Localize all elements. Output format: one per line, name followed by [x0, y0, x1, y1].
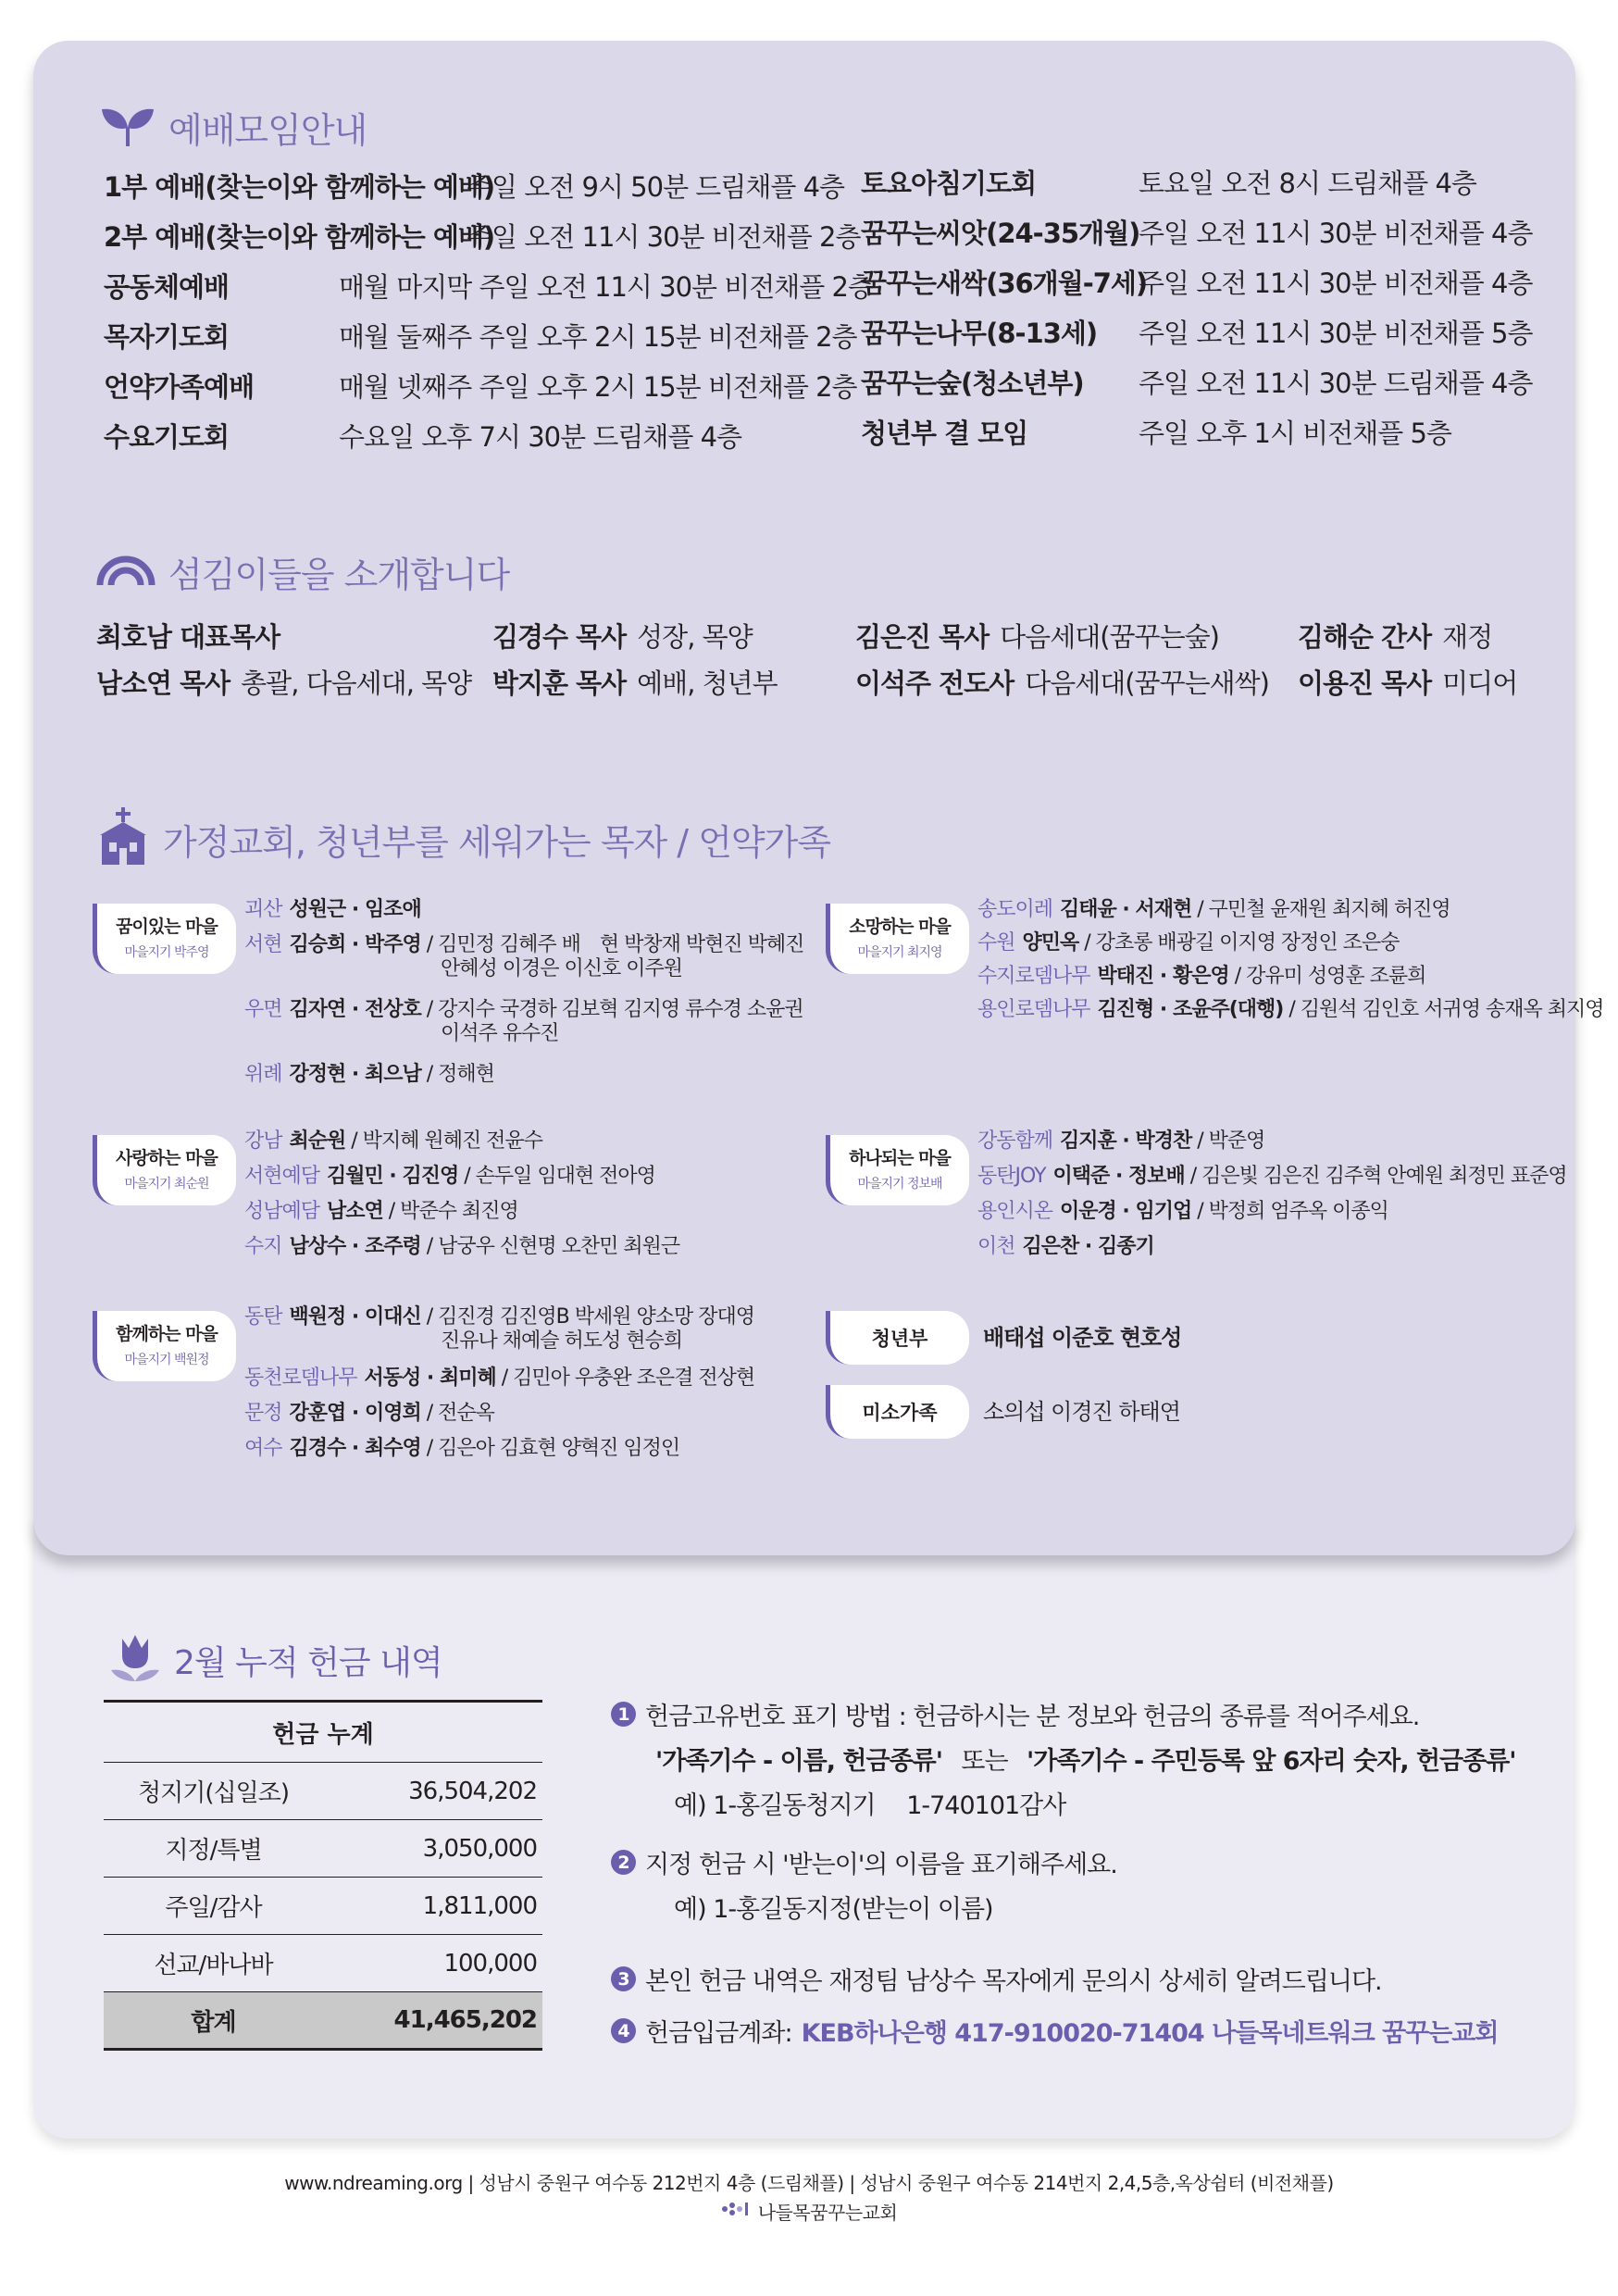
- note-1-or: 또는: [961, 1747, 1008, 1776]
- family-region: 서현: [244, 933, 282, 956]
- note-3: [611, 1961, 1382, 1997]
- family-region: 강남: [244, 1129, 282, 1153]
- offering-value: 100,000: [323, 1935, 542, 1992]
- worship-detail: 매월 둘째주 주일 오후 2시 15분 비전채플 2층: [339, 321, 857, 353]
- village-badge: [826, 904, 969, 974]
- family-region: 수지로뎀나무: [977, 965, 1090, 988]
- family-members: / 김민정 김혜주 배 현 박창재 박현진 박혜진: [426, 933, 804, 956]
- family-leaders: 김경수 · 최수영: [289, 1437, 421, 1460]
- offering-table-header: 헌금 누계: [104, 1702, 542, 1763]
- family-leaders: 백원정 · 이대신: [289, 1305, 421, 1329]
- offering-row: [104, 1935, 542, 1992]
- staff-member: [1298, 617, 1492, 655]
- staff-member: [96, 663, 471, 701]
- note-4-label: 헌금입금계좌:: [645, 2019, 792, 2048]
- worship-detail: 주일 오전 11시 30분 비전채플 5층: [1139, 318, 1533, 349]
- staff-member: [492, 663, 778, 701]
- staff-member: [96, 617, 291, 655]
- family-members: / 박준수 최진영: [388, 1200, 518, 1223]
- youth-badge: [826, 1311, 969, 1365]
- number-3-icon: 3: [611, 1966, 636, 1991]
- family-row: [977, 1165, 1567, 1189]
- family-row: [977, 898, 1450, 922]
- worship-row: [104, 317, 857, 355]
- sprout-icon: [100, 104, 156, 152]
- worship-name: 언약가족예배: [104, 371, 255, 403]
- staff-role: 미디어: [1442, 668, 1518, 699]
- family-leaders: 김지훈 · 박경찬: [1060, 1129, 1192, 1153]
- staff-name: 남소연 목사: [96, 668, 230, 699]
- village-badge: [93, 904, 236, 974]
- offering-label: 선교/바나바: [104, 1935, 323, 1992]
- family-members: / 전순옥: [426, 1402, 494, 1425]
- village-leader: 마을지기 최지영: [857, 945, 942, 960]
- family-region: 강동함께: [977, 1129, 1053, 1153]
- family-region: 수원: [977, 931, 1015, 955]
- worship-name: 2부 예배(찾는이와 함께하는 예배): [104, 221, 495, 253]
- offering-table: [104, 1700, 542, 2051]
- covenant-names: 소의섭 이경진 하태연: [983, 1399, 1180, 1425]
- family-leaders: 박태진 · 황은영: [1097, 965, 1229, 988]
- village-leader: 마을지기 최순원: [124, 1177, 209, 1192]
- staff-role: 총괄, 다음세대, 목양: [241, 668, 472, 699]
- staff-name: 김경수 목사: [492, 621, 627, 653]
- family-members: / 강지수 국경하 김보혁 김지영 류수경 소윤권: [426, 998, 803, 1021]
- staff-name: 이용진 목사: [1298, 668, 1432, 699]
- offering-title: 2월 누적 헌금 내역: [174, 1643, 442, 1682]
- worship-name: 꿈꾸는숲(청소년부): [861, 368, 1084, 399]
- family-row: [244, 1165, 655, 1189]
- family-region: 용인로뎀나무: [977, 998, 1090, 1021]
- note-1-format-a: '가족기수 - 이름, 헌금종류': [655, 1747, 943, 1776]
- note-3-text: 본인 헌금 내역은 재정팀 남상수 목자에게 문의시 상세히 알려드립니다.: [645, 1967, 1382, 1996]
- offering-total-value: 41,465,202: [323, 1992, 542, 2050]
- family-members: / 박정희 엄주옥 이종익: [1197, 1200, 1388, 1223]
- family-region: 이천: [977, 1235, 1015, 1258]
- family-leaders: 김승희 · 박주영: [289, 933, 421, 956]
- family-members-cont: 진유나 채예슬 허도성 현승희: [441, 1329, 683, 1353]
- church-name: 나들목꿈꾸는교회: [757, 2202, 898, 2224]
- village-name: 함께하는 마을: [116, 1324, 218, 1344]
- staff-name: 이석주 전도사: [855, 668, 1014, 699]
- village-name: 소망하는 마을: [849, 917, 951, 937]
- family-leaders: 남상수 · 조주령: [289, 1235, 421, 1258]
- family-members: / 강초롱 배광길 이지영 장정인 조은숭: [1084, 931, 1400, 955]
- note-2-text: 지정 헌금 시 '받는이'의 이름을 표기해주세요.: [645, 1851, 1117, 1879]
- staff-role: 재정: [1442, 621, 1493, 653]
- youth-names: 배태섭 이준호 현호성: [983, 1325, 1182, 1351]
- offering-label: 청지기(십일조): [104, 1763, 323, 1820]
- staff-name: 박지훈 목사: [492, 668, 627, 699]
- family-members-cont: 안혜성 이경은 이신호 이주원: [441, 957, 683, 980]
- family-leaders: 최순원: [289, 1129, 346, 1153]
- house-title: 가정교회, 청년부를 세워가는 목자 / 언약가족: [163, 821, 831, 863]
- worship-name: 목자기도회: [104, 321, 230, 353]
- family-leaders: 이택준 · 정보배: [1052, 1165, 1185, 1188]
- family-row: [244, 1402, 494, 1426]
- worship-row: [861, 213, 1533, 251]
- family-row: [244, 1063, 494, 1087]
- family-region: 괴산: [244, 898, 282, 921]
- worship-detail: 주일 오전 9시 50분 드림채플 4층: [467, 171, 845, 203]
- family-row: [244, 1305, 754, 1353]
- family-row: [977, 1200, 1388, 1224]
- village-leader: 마을지기 정보배: [857, 1177, 942, 1192]
- staff-role: 예배, 청년부: [637, 668, 778, 699]
- family-members: / 김진경 김진영B 박세원 양소망 장대영: [426, 1305, 754, 1329]
- covenant-badge: [826, 1385, 969, 1439]
- number-2-icon: 2: [611, 1850, 636, 1875]
- family-row: [977, 931, 1399, 955]
- note-1-text: 헌금고유번호 표기 방법 : 헌금하시는 분 정보와 헌금의 종류를 적어주세요.: [645, 1703, 1420, 1731]
- worship-row: [861, 313, 1533, 351]
- rainbow-icon: [96, 552, 156, 593]
- family-row: [244, 1129, 542, 1154]
- family-leaders: 강훈엽 · 이영희: [289, 1402, 421, 1425]
- staff-name: 김은진 목사: [855, 621, 989, 653]
- worship-row: [104, 267, 873, 305]
- family-members: / 김원석 김인호 서귀영 송재옥 최지영: [1288, 998, 1604, 1021]
- worship-row: [104, 217, 861, 255]
- church-icon: [96, 807, 150, 870]
- family-region: 용인시온: [977, 1200, 1053, 1223]
- village-badge: [93, 1135, 236, 1205]
- offering-value: 3,050,000: [323, 1820, 542, 1878]
- covenant-label: 미소가족: [862, 1402, 938, 1424]
- offering-row: [104, 1763, 542, 1820]
- family-region: 서현예담: [244, 1165, 320, 1188]
- offering-value: 1,811,000: [323, 1878, 542, 1935]
- worship-detail: 주일 오후 1시 비전채플 5층: [1139, 418, 1451, 449]
- staff-member: [855, 617, 1219, 655]
- logo-icon: [721, 2200, 753, 2223]
- family-members-cont: 이석주 유수진: [441, 1022, 559, 1045]
- family-row: [244, 1437, 679, 1461]
- worship-detail: 매월 마지막 주일 오전 11시 30분 비전채플 2층: [339, 271, 874, 303]
- worship-title: 예배모임안내: [168, 110, 367, 151]
- family-leaders: 이운경 · 임기업: [1060, 1200, 1192, 1223]
- staff-member: [855, 663, 1269, 701]
- family-leaders: 강정현 · 최으남: [289, 1063, 421, 1086]
- family-leaders: 성원근 · 임조애: [289, 898, 421, 921]
- family-leaders: 양민옥: [1022, 931, 1079, 955]
- worship-detail: 매월 넷째주 주일 오후 2시 15분 비전채플 2층: [339, 371, 857, 403]
- worship-detail: 주일 오전 11시 30분 비전채플 4층: [1139, 218, 1533, 249]
- offering-label: 주일/감사: [104, 1878, 323, 1935]
- worship-name: 꿈꾸는씨앗(24-35개월): [861, 218, 1140, 249]
- family-members: / 정해현: [426, 1063, 494, 1086]
- family-row: [244, 1200, 518, 1224]
- village-name: 사랑하는 마을: [116, 1148, 218, 1168]
- note-2-example: 예) 1-홍길동지정(받는이 이름): [674, 1895, 993, 1924]
- worship-detail: 주일 오전 11시 30분 비전채플 2층: [467, 221, 861, 253]
- number-1-icon: 1: [611, 1702, 636, 1727]
- family-leaders: 김은찬 · 김종기: [1022, 1235, 1154, 1258]
- family-members: / 박지혜 원혜진 전윤수: [351, 1129, 542, 1153]
- family-region: 수지: [244, 1235, 282, 1258]
- village-badge: [826, 1135, 969, 1205]
- family-region: 송도이레: [977, 898, 1053, 921]
- note-1-format-b: '가족기수 - 주민등록 앞 6자리 숫자, 헌금종류': [1027, 1747, 1516, 1776]
- worship-name: 청년부 결 모임: [861, 418, 1028, 449]
- family-members: / 남궁우 신현명 오찬민 최원근: [426, 1235, 680, 1258]
- family-members: / 구민철 윤재원 최지혜 허진영: [1197, 898, 1450, 921]
- village-leader: 마을지기 백원정: [124, 1353, 209, 1367]
- note-1: [611, 1696, 1419, 1732]
- family-members: / 김은빛 김은진 김주혁 안예원 최정민 표준영: [1189, 1165, 1567, 1188]
- village-name: 하나되는 마을: [849, 1148, 951, 1168]
- worship-name: 토요아침기도회: [861, 168, 1037, 199]
- family-members: / 김은아 김효현 양혁진 임정인: [426, 1437, 680, 1460]
- note-4: [611, 2013, 1498, 2049]
- staff-member: [1298, 663, 1517, 701]
- staff-title: 섬김이들을 소개합니다: [168, 555, 510, 595]
- family-row: [977, 1235, 1160, 1259]
- family-members: / 손두일 임대현 전아영: [464, 1165, 655, 1188]
- offering-value: 36,504,202: [323, 1763, 542, 1820]
- family-members: / 김민아 우충완 조은결 전상현: [501, 1366, 755, 1390]
- worship-detail: 토요일 오전 8시 드림채플 4층: [1139, 168, 1476, 199]
- worship-name: 1부 예배(찾는이와 함께하는 예배): [104, 171, 495, 203]
- staff-section-title: [96, 546, 509, 597]
- offering-total-label: 합계: [104, 1992, 323, 2050]
- worship-row: [104, 367, 857, 405]
- worship-row: [861, 263, 1533, 301]
- tulip-icon: [109, 1633, 161, 1687]
- footer-address: www.ndreaming.org | 성남시 중원구 여수동 212번지 4층 (드림채플) | 성남시 중원구 여수동 214번지 2,4,5층,옥상쉼터 (비전채플): [284, 2172, 1334, 2194]
- family-row: [244, 998, 803, 1045]
- family-leaders: 김자연 · 전상호: [289, 998, 421, 1021]
- note-2: [611, 1844, 1117, 1880]
- village-badge: [93, 1311, 236, 1381]
- family-leaders: 김월민 · 김진영: [327, 1165, 459, 1188]
- family-region: 우면: [244, 998, 282, 1021]
- family-row: [977, 998, 1604, 1022]
- family-region: 문정: [244, 1402, 282, 1425]
- worship-section-title: [100, 102, 367, 153]
- worship-row: [104, 417, 741, 455]
- offering-total-row: [104, 1992, 542, 2050]
- family-leaders: 김태윤 · 서재현: [1060, 898, 1192, 921]
- village-name: 꿈이있는 마을: [116, 917, 218, 937]
- youth-label: 청년부: [871, 1328, 928, 1350]
- worship-detail: 수요일 오후 7시 30분 드림채플 4층: [339, 421, 742, 453]
- worship-name: 꿈꾸는새싹(36개월-7세): [861, 268, 1148, 299]
- staff-role: 다음세대(꿈꾸는새싹): [1025, 668, 1269, 699]
- family-leaders: 서동성 · 최미혜: [364, 1366, 496, 1390]
- staff-name: 김해순 간사: [1298, 621, 1432, 653]
- note-1-example: 예) 1-홍길동청지기 1-740101감사: [674, 1791, 1066, 1820]
- family-row: [244, 898, 427, 922]
- staff-member: [492, 617, 753, 655]
- family-leaders: 김진형 · 조윤주(대행): [1097, 998, 1284, 1021]
- offering-section-title: [109, 1633, 442, 1687]
- worship-row: [861, 163, 1476, 201]
- family-members: / 강유미 성영훈 조륜희: [1234, 965, 1426, 988]
- worship-name: 수요기도회: [104, 421, 230, 453]
- village-leader: 마을지기 박주영: [124, 945, 209, 960]
- staff-role: 성장, 목양: [637, 621, 753, 653]
- family-row: [244, 1366, 754, 1391]
- family-row: [977, 1129, 1264, 1154]
- worship-detail: 주일 오전 11시 30분 드림채플 4층: [1139, 368, 1533, 399]
- offering-row: [104, 1878, 542, 1935]
- family-region: 위례: [244, 1063, 282, 1086]
- family-row: [244, 933, 804, 980]
- worship-row: [104, 167, 844, 205]
- staff-role: 다음세대(꿈꾸는숲): [1000, 621, 1219, 653]
- footer-logo: [0, 2198, 1618, 2225]
- family-row: [977, 965, 1425, 989]
- family-members: / 박준영: [1197, 1129, 1265, 1153]
- family-region: 여수: [244, 1437, 282, 1460]
- family-region: 동탄: [244, 1305, 282, 1329]
- family-region: 성남예담: [244, 1200, 320, 1223]
- offering-row: [104, 1820, 542, 1878]
- worship-name: 공동체예배: [104, 271, 230, 303]
- family-region: 동천로뎀나무: [244, 1366, 357, 1390]
- family-leaders: 남소연: [327, 1200, 383, 1223]
- family-row: [244, 1235, 679, 1259]
- worship-row: [861, 413, 1451, 451]
- house-section-title: [96, 807, 830, 870]
- worship-row: [861, 363, 1533, 401]
- note-1-format: [655, 1741, 1516, 1777]
- bank-account: KEB하나은행 417-910020-71404 나들목네트워크 꿈꾸는교회: [801, 2019, 1499, 2048]
- worship-name: 꿈꾸는나무(8-13세): [861, 318, 1098, 349]
- number-4-icon: 4: [611, 2018, 636, 2043]
- worship-detail: 주일 오전 11시 30분 비전채플 4층: [1139, 268, 1533, 299]
- family-region: 동탄JOY: [977, 1165, 1046, 1188]
- staff-name: 최호남 대표목사: [96, 621, 280, 653]
- offering-label: 지정/특별: [104, 1820, 323, 1878]
